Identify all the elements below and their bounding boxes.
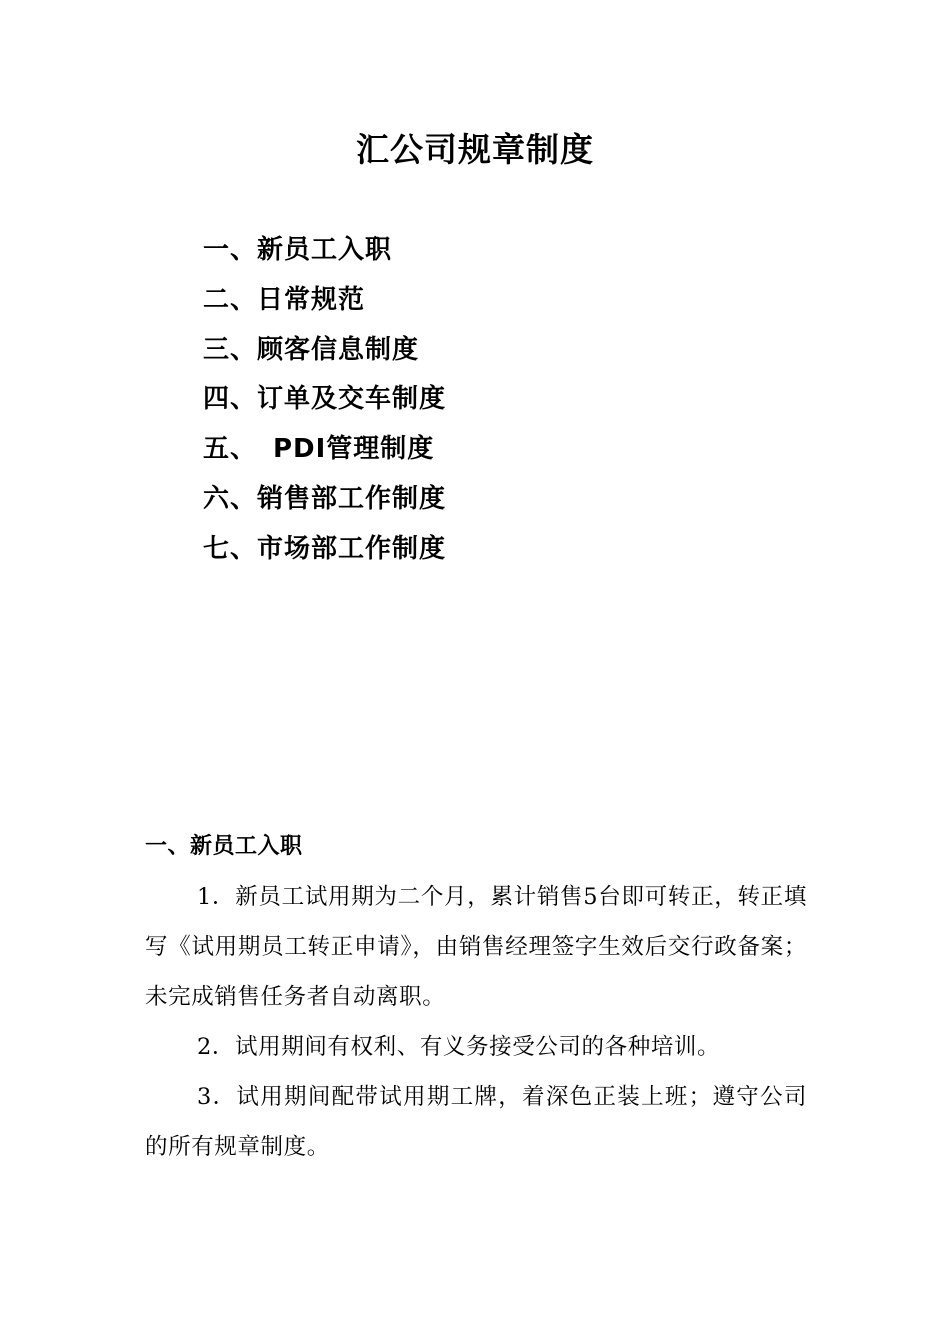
toc-item bbox=[203, 525, 446, 575]
paragraph: 1．新员工试用期为二个月，累计销售5台即可转正，转正填写《试用期员工转正申请》，由销售经理签字生效后交行政备案；未完成销售任务者自动离职。 bbox=[145, 884, 807, 1010]
toc-item-number: 三、 bbox=[203, 334, 258, 365]
toc-item-number: 四、 bbox=[203, 384, 258, 415]
toc-item bbox=[203, 276, 446, 326]
toc-item bbox=[203, 375, 446, 425]
toc-item-number: 二、 bbox=[203, 284, 258, 315]
toc-item-label: 订单及交车制度 bbox=[257, 384, 447, 415]
toc-item-number: 一、 bbox=[203, 235, 258, 265]
table-of-contents bbox=[203, 226, 446, 575]
toc-item bbox=[203, 475, 446, 525]
toc-item-label: 日常规范 bbox=[257, 284, 366, 315]
toc-item-number: 七、 bbox=[203, 533, 258, 564]
toc-item-label: 市场部工作制度 bbox=[257, 533, 447, 564]
toc-item bbox=[203, 425, 446, 475]
toc-item-number: 六、 bbox=[203, 483, 258, 514]
toc-item-label: 销售部工作制度 bbox=[257, 483, 447, 514]
toc-item-label: 新员工入职 bbox=[257, 235, 393, 265]
toc-item-label: 顾客信息制度 bbox=[257, 334, 420, 365]
toc-item bbox=[203, 226, 446, 276]
section-heading: 一、新员工入职 bbox=[145, 834, 303, 859]
toc-item bbox=[203, 326, 446, 376]
paragraph: 2．试用期间有权利、有义务接受公司的各种培训。 bbox=[197, 1034, 721, 1060]
page-title: 汇公司规章制度 bbox=[356, 130, 594, 169]
toc-item-label: PDI管理制度 bbox=[273, 434, 435, 465]
section-body bbox=[145, 872, 807, 1172]
toc-item-number: 五、 bbox=[203, 434, 258, 465]
paragraph: 3．试用期间配带试用期工牌，着深色正装上班；遵守公司的所有规章制度。 bbox=[145, 1084, 807, 1160]
